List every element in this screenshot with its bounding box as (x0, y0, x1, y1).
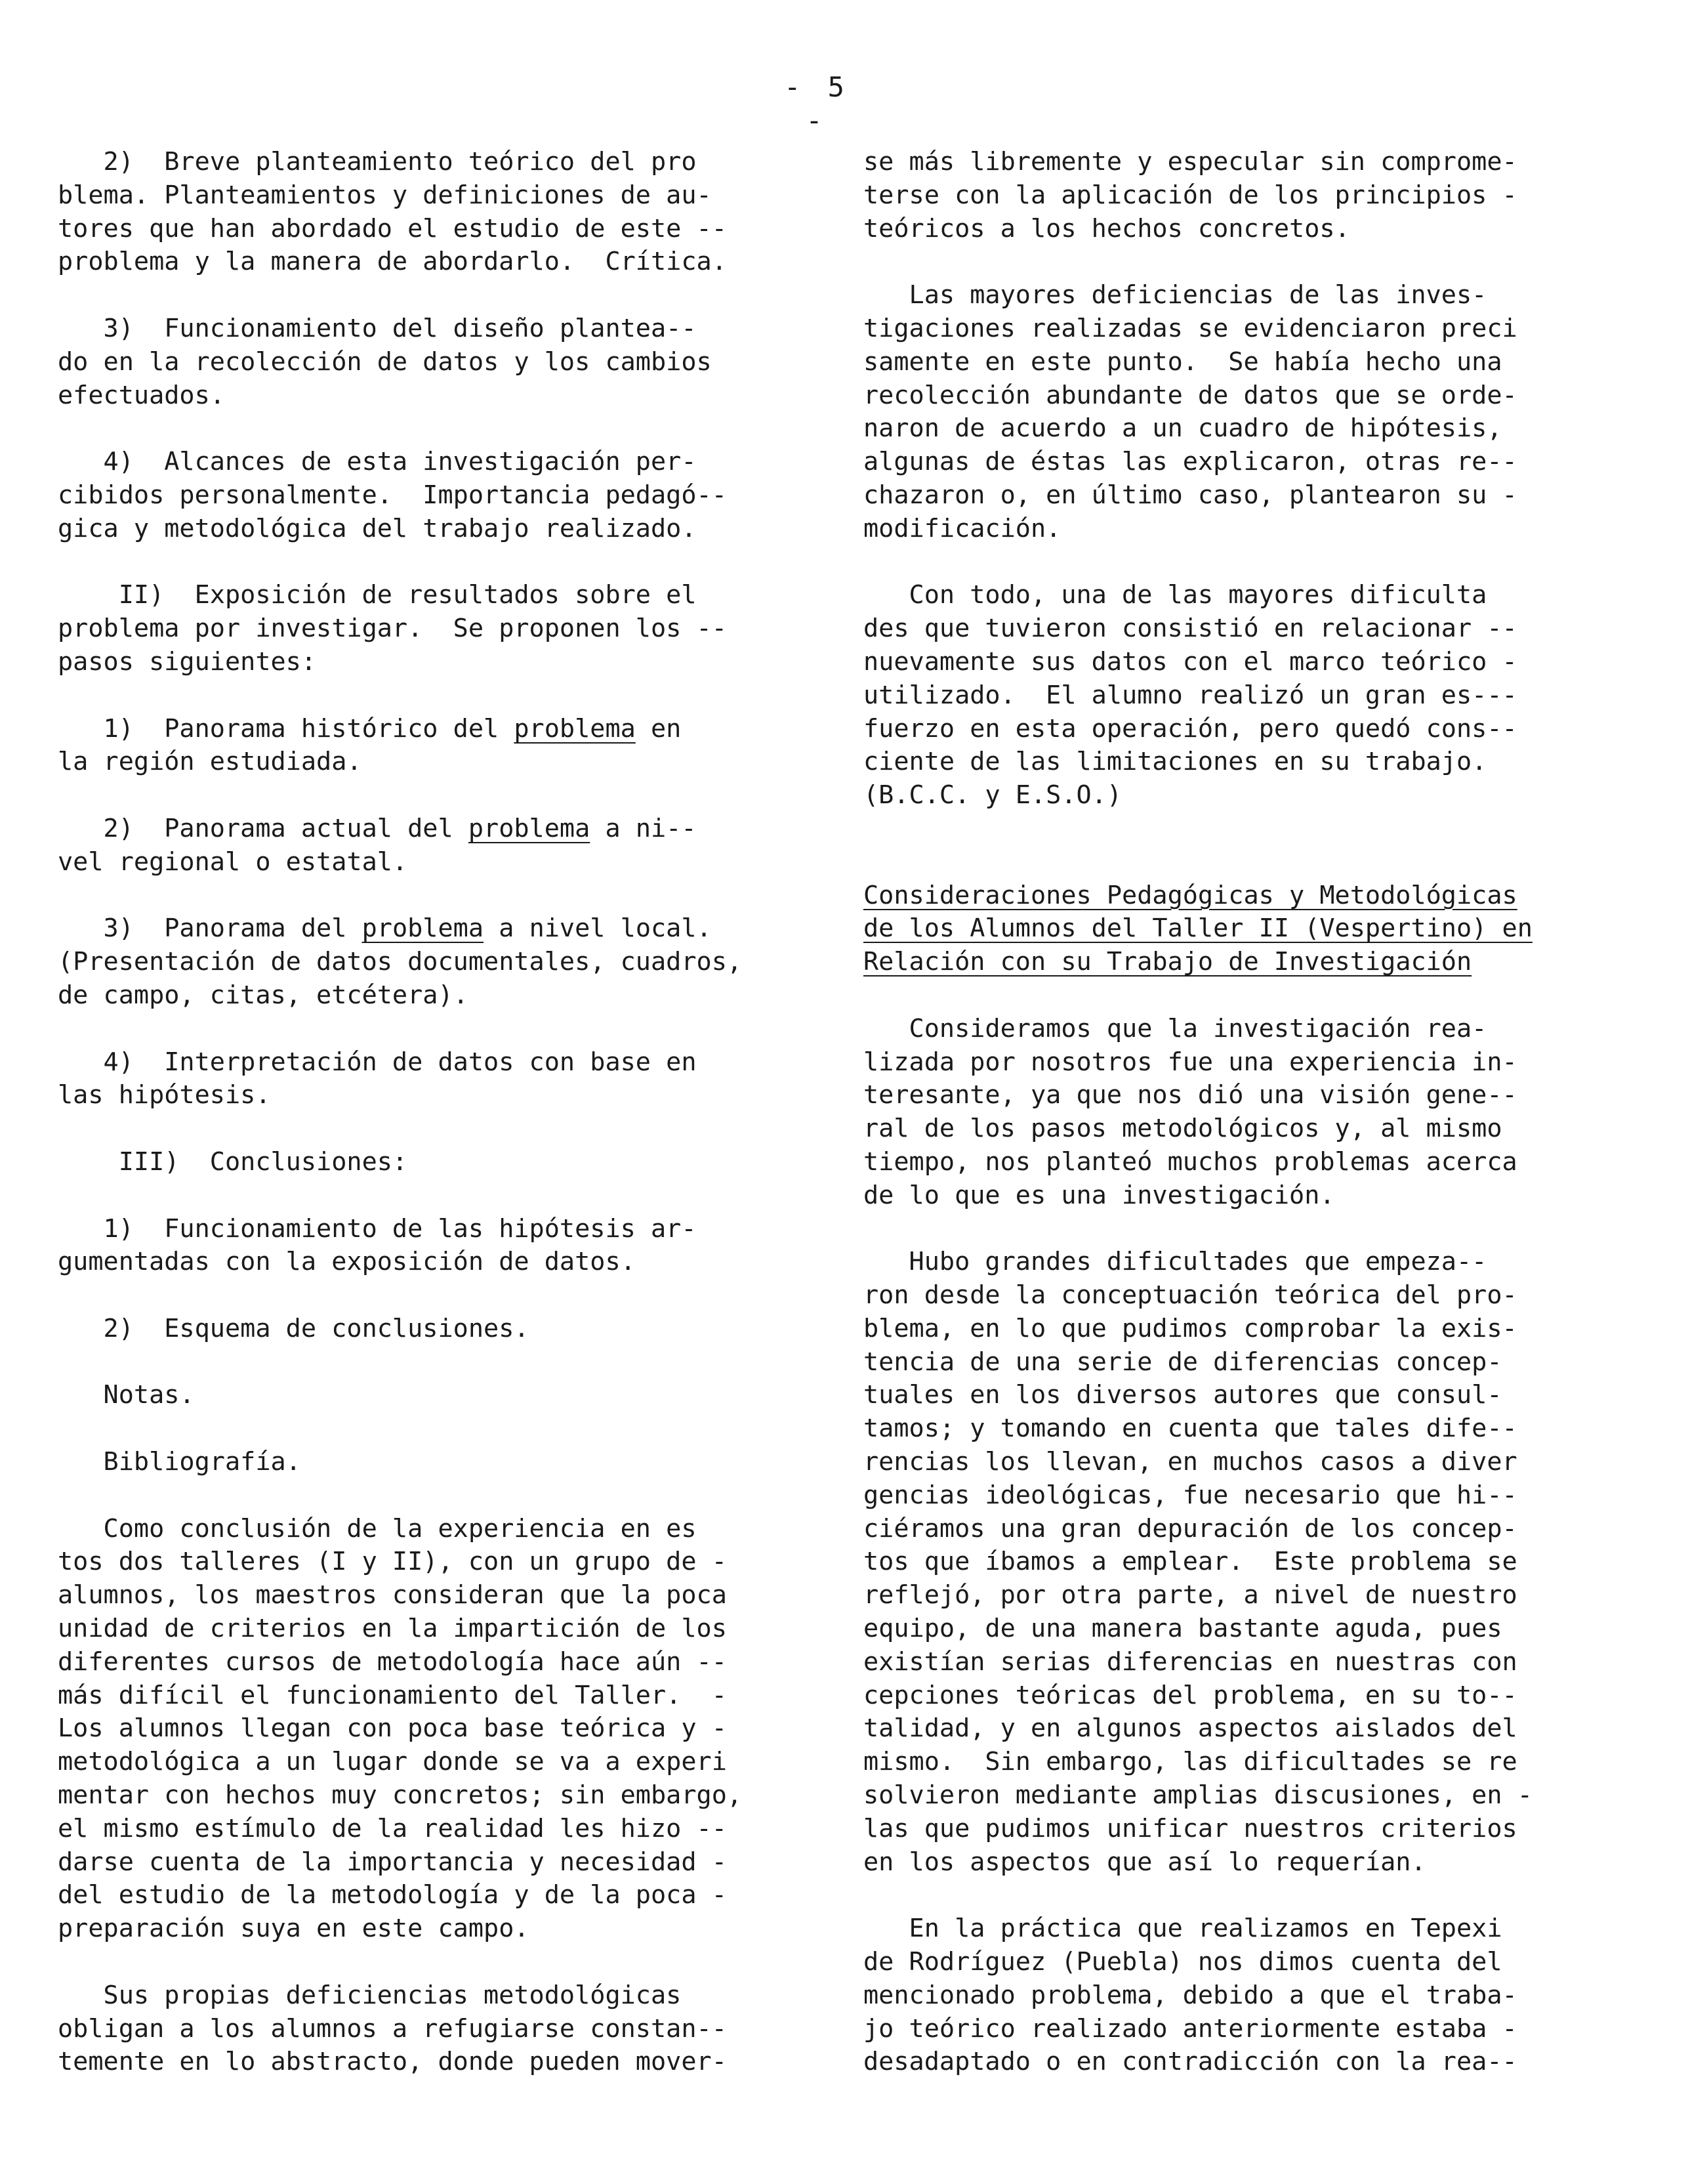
paragraph-alcances (58, 446, 806, 545)
text-line: gumentadas con la exposición de datos. (58, 1247, 636, 1277)
text-line: tiempo, nos planteó muchos problemas acerca (863, 1146, 1517, 1177)
paragraph-conclusiones-heading (58, 1146, 806, 1179)
text-line: blema, en lo que pudimos comprobar la exis- (863, 1313, 1517, 1343)
text-line: mismo. Sin embargo, las dificultades se re (863, 1747, 1517, 1777)
right-column (863, 146, 1611, 2112)
text-line: terse con la aplicación de los principios - (863, 180, 1517, 210)
text-line: de Rodríguez (Puebla) nos dimos cuenta del (863, 1947, 1502, 1977)
text-line: ron desde la conceptuación teórica del pro- (863, 1280, 1517, 1311)
text-line: a ni-- (590, 813, 697, 843)
paragraph-breve-planteamiento (58, 146, 806, 279)
text-line: 4) Alcances de esta investigación per- (58, 447, 697, 477)
text-line: mentar con hechos muy concretos; sin embargo, (58, 1780, 743, 1811)
text-line: Con todo, una de las mayores dificulta (863, 580, 1487, 610)
text-line: más difícil el funcionamiento del Taller. - (58, 1680, 727, 1710)
text-line: teresante, ya que nos dió una visión gene-- (863, 1080, 1517, 1110)
paragraph-panorama-local (58, 912, 806, 1012)
paragraph-panorama-actual (58, 812, 806, 879)
text-line: la región estudiada. (58, 747, 362, 777)
text-line: nuevamente sus datos con el marco teórico - (863, 646, 1517, 677)
text-line: las hipótesis. (58, 1080, 271, 1110)
text-line: Notas. (58, 1380, 195, 1410)
text-line: chazaron o, en último caso, plantearon su - (863, 480, 1517, 510)
paragraph-panorama-historico (58, 713, 806, 780)
text-line: gica y metodológica del trabajo realizado. (58, 513, 697, 543)
text-line: gencias ideológicas, fue necesario que hi-- (863, 1480, 1517, 1510)
paragraph-notas (58, 1379, 806, 1412)
text-line: unidad de criterios en la impartición de los (58, 1614, 727, 1644)
text-line: tigaciones realizadas se evidenciaron preci (863, 313, 1517, 343)
text-line: modificación. (863, 513, 1061, 543)
paragraph-esquema (58, 1312, 806, 1346)
heading-line: de los Alumnos del Taller II (Vespertino) en (863, 914, 1533, 944)
text-line: fuerzo en esta operación, pero quedó cons-- (863, 713, 1517, 744)
text-line: naron de acuerdo a un cuadro de hipótesis, (863, 413, 1502, 444)
text-line: do en la recolección de datos y los cambios (58, 346, 712, 377)
text-line: cibidos personalmente. Importancia pedagó-- (58, 480, 727, 510)
text-line: (Presentación de datos documentales, cuadros, (58, 947, 743, 977)
text-line: recolección abundante de datos que se orde- (863, 380, 1517, 410)
text-line: Las mayores deficiencias de las inves- (863, 280, 1487, 310)
paragraph-exposicion-resultados (58, 579, 806, 679)
text-line: ciéramos una gran depuración de los concep- (863, 1513, 1517, 1544)
paragraph-interpretacion (58, 1046, 806, 1113)
text-line: des que tuvieron consistió en relacionar -- (863, 614, 1517, 644)
text-line: teóricos a los hechos concretos. (863, 213, 1350, 243)
text-line: jo teórico realizado anteriormente estaba - (863, 2013, 1517, 2044)
page-number: - 5 - (784, 71, 850, 136)
text-line: tos que íbamos a emplear. Este problema se (863, 1547, 1517, 1577)
text-line: a nivel local. (484, 914, 712, 944)
text-line: tencia de una serie de diferencias concep- (863, 1347, 1502, 1377)
paragraph-funcionamiento-diseno (58, 312, 806, 412)
text-line: efectuados. (58, 380, 225, 410)
text-line: darse cuenta de la importancia y necesidad - (58, 1847, 727, 1877)
text-line: el mismo estímulo de la realidad les hizo -- (58, 1813, 727, 1843)
text-line: en (635, 713, 682, 744)
text-line: las que pudimos unificar nuestros criterios (863, 1813, 1517, 1843)
text-line: 3) Funcionamiento del diseño plantea-- (58, 313, 697, 343)
underlined-word: problema (514, 713, 636, 744)
paragraph-deficiencias (58, 1979, 806, 2079)
text-line: reflejó, por otra parte, a nivel de nuestro (863, 1580, 1517, 1610)
paragraph-consideramos (863, 1013, 1611, 1213)
text-line: equipo, de una manera bastante aguda, pues (863, 1614, 1502, 1644)
text-line: Hubo grandes dificultades que empeza-- (863, 1247, 1487, 1277)
text-line: 3) Panorama del (58, 914, 362, 944)
text-line: En la práctica que realizamos en Tepexi (863, 1914, 1502, 1944)
text-line: vel regional o estatal. (58, 847, 408, 877)
text-line: mencionado problema, debido a que el traba- (863, 1980, 1517, 2010)
paragraph-hubo-dificultades (863, 1246, 1611, 1879)
text-line: en los aspectos que así lo requerían. (863, 1847, 1426, 1877)
text-line: ciente de las limitaciones en su trabajo. (863, 747, 1487, 777)
text-line: tamos; y tomando en cuenta que tales dife-- (863, 1414, 1517, 1444)
text-line: talidad, y en algunos aspectos aislados del (863, 1713, 1517, 1744)
paragraph-bibliografia (58, 1446, 806, 1479)
text-line: alumnos, los maestros consideran que la poca (58, 1580, 727, 1610)
text-line: (B.C.C. y E.S.O.) (863, 780, 1123, 810)
text-line: metodológica a un lugar donde se va a experi (58, 1747, 727, 1777)
text-line: obligan a los alumnos a refugiarse constan-- (58, 2013, 727, 2044)
section-heading (863, 879, 1611, 979)
text-line: blema. Planteamientos y definiciones de au- (58, 180, 712, 210)
paragraph-conclusion-experiencia (58, 1513, 806, 1946)
paragraph-continuacion (863, 146, 1611, 245)
text-line: II) Exposición de resultados sobre el (58, 580, 697, 610)
text-line: pasos siguientes: (58, 646, 317, 677)
heading-line: Relación con su Trabajo de Investigación (863, 947, 1472, 977)
text-line: 4) Interpretación de datos con base en (58, 1047, 697, 1077)
paragraph-funcionamiento-hipotesis (58, 1213, 806, 1280)
text-line: 2) Esquema de conclusiones. (58, 1313, 529, 1343)
text-line: 2) Breve planteamiento teórico del pro (58, 147, 697, 177)
text-line: 2) Panorama actual del (58, 813, 468, 843)
text-line: del estudio de la metodología y de la poca - (58, 1880, 727, 1910)
text-line: tuales en los diversos autores que consul- (863, 1380, 1502, 1410)
text-line: 1) Panorama histórico del (58, 713, 514, 744)
left-column (58, 146, 806, 2112)
text-line: ral de los pasos metodológicos y, al mismo (863, 1114, 1502, 1144)
text-line: preparación suya en este campo. (58, 1914, 529, 1944)
text-line: existían serias diferencias en nuestras con (863, 1647, 1517, 1677)
text-line: Sus propias deficiencias metodológicas (58, 1980, 682, 2010)
text-line: problema y la manera de abordarlo. Crítica. (58, 247, 727, 277)
text-line: rencias los llevan, en muchos casos a diver (863, 1447, 1517, 1477)
text-line: utilizado. El alumno realizó un gran es--- (863, 680, 1517, 710)
text-line: temente en lo abstracto, donde pueden mover- (58, 2047, 727, 2077)
text-line: lizada por nosotros fue una experiencia in- (863, 1047, 1517, 1077)
text-line: Consideramos que la investigación rea- (863, 1013, 1487, 1043)
text-line: tores que han abordado el estudio de este -- (58, 213, 727, 243)
text-line: se más libremente y especular sin comprome- (863, 147, 1517, 177)
text-line: de campo, citas, etcétera). (58, 980, 468, 1010)
paragraph-con-todo (863, 579, 1611, 812)
text-line: tos dos talleres (I y II), con un grupo de - (58, 1547, 727, 1577)
text-line: problema por investigar. Se proponen los -- (58, 614, 727, 644)
text-line: Como conclusión de la experiencia en es (58, 1513, 697, 1544)
text-line: solvieron mediante amplias discusiones, en - (863, 1780, 1533, 1811)
text-line: 1) Funcionamiento de las hipótesis ar- (58, 1213, 697, 1244)
text-line: diferentes cursos de metodología hace aún -- (58, 1647, 727, 1677)
text-line: cepciones teóricas del problema, en su to-- (863, 1680, 1517, 1710)
text-line: III) Conclusiones: (58, 1146, 408, 1177)
text-line: samente en este punto. Se había hecho una (863, 346, 1502, 377)
paragraph-en-la-practica (863, 1912, 1611, 2079)
heading-line: Consideraciones Pedagógicas y Metodológicas (863, 880, 1517, 910)
text-line: Bibliografía. (58, 1447, 301, 1477)
underlined-word: problema (468, 813, 590, 843)
text-line: de lo que es una investigación. (863, 1180, 1335, 1210)
underlined-word: problema (361, 914, 484, 944)
text-line: Los alumnos llegan con poca base teórica y - (58, 1713, 727, 1744)
paragraph-mayores-deficiencias (863, 279, 1611, 545)
text-line: algunas de éstas las explicaron, otras re-- (863, 447, 1517, 477)
text-line: desadaptado o en contradicción con la rea-- (863, 2047, 1517, 2077)
